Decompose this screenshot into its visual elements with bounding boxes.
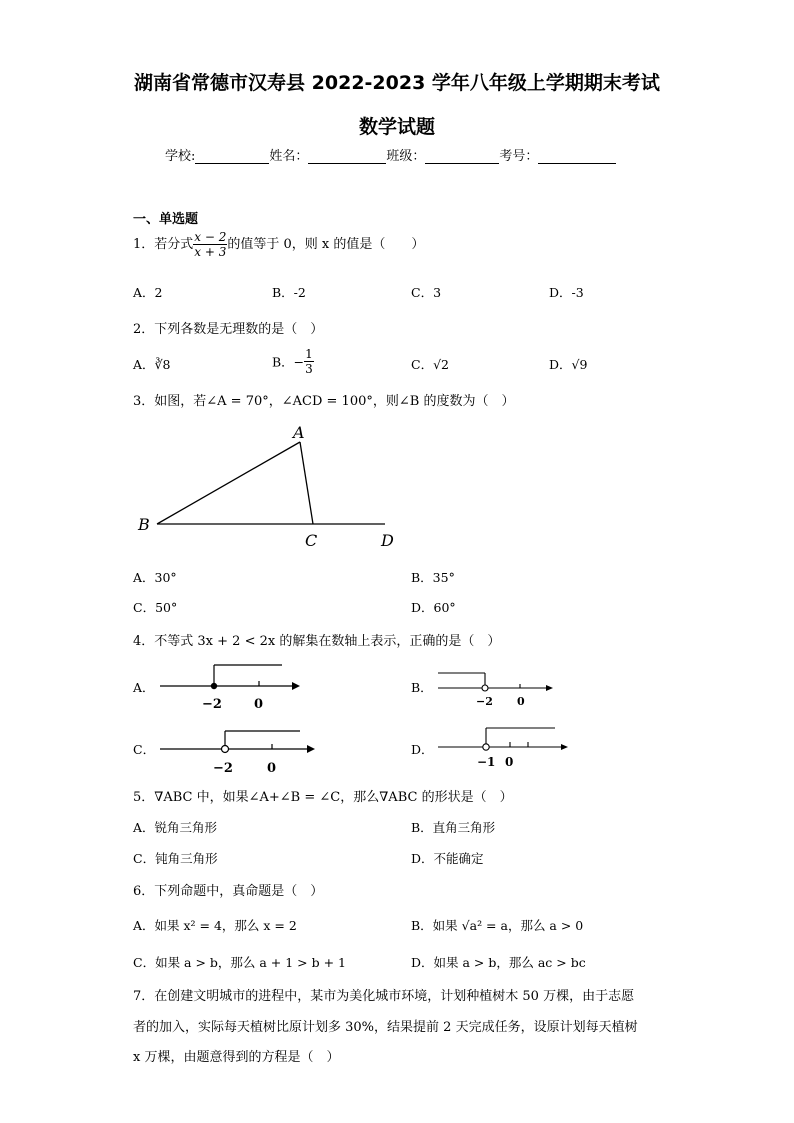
name-label: 姓名：	[269, 149, 309, 164]
q4-option-a-numberline	[155, 660, 305, 715]
point-c-label: C	[305, 531, 318, 550]
question-7-line-1: 7．在创建文明城市的进程中，某市为美化城市环境，计划种植树木 50 万棵，由于志愿	[133, 989, 635, 1004]
student-info-row	[165, 145, 616, 164]
q1-prefix: 1．若分式	[133, 237, 194, 252]
q2-b-denominator: 3	[305, 362, 313, 376]
id-label: 考号：	[499, 149, 539, 164]
q4-option-a-label[interactable]: A．	[133, 680, 155, 695]
class-label: 班级：	[386, 149, 426, 164]
q1-suffix: 的值等于 0，则 x 的值是（ ）	[227, 237, 425, 252]
q1-denominator: x + 3	[194, 245, 227, 259]
name-blank[interactable]	[308, 149, 386, 164]
q3-option-c[interactable]: C．50°	[133, 600, 178, 615]
q4-option-b-numberline	[433, 665, 558, 710]
q2-option-b-fraction	[304, 347, 314, 376]
q3-option-d[interactable]: D．60°	[411, 600, 456, 615]
q4a-tick-0: 0	[254, 697, 264, 712]
q4c-tick-neg2: −2	[213, 761, 233, 776]
q6-option-c[interactable]: C．如果 a > b，那么 a + 1 > b + 1	[133, 955, 347, 970]
q4b-tick-neg2: −2	[476, 695, 493, 708]
q4a-tick-neg2: −2	[202, 697, 222, 712]
question-1	[133, 230, 424, 259]
q5-option-c[interactable]: C．钝角三角形	[133, 851, 218, 866]
q1-option-b[interactable]: B．-2	[272, 285, 306, 300]
q4-option-b-label[interactable]: B．	[411, 680, 433, 695]
q3-option-b[interactable]: B．35°	[411, 570, 455, 585]
question-5: 5．∇ABC 中，如果∠A+∠B = ∠C，那么∇ABC 的形状是（ ）	[133, 790, 513, 805]
q4-option-c-numberline	[155, 722, 320, 777]
q2-option-c[interactable]: C．√2	[411, 357, 449, 372]
q2-b-numerator: 1	[305, 347, 313, 361]
class-blank[interactable]	[425, 149, 499, 164]
section-title: 一、单选题	[133, 212, 199, 227]
q1-fraction	[193, 230, 227, 259]
q3-option-a[interactable]: A．30°	[133, 570, 177, 585]
q4-option-d-label[interactable]: D．	[411, 742, 434, 757]
q1-option-a[interactable]: A．2	[133, 285, 163, 300]
question-4: 4．不等式 3x + 2 < 2x 的解集在数轴上表示，正确的是（ ）	[133, 634, 501, 649]
line-ab	[157, 442, 300, 524]
q4-option-d-numberline	[433, 720, 573, 772]
q4d-tick-neg1: −1	[477, 755, 496, 769]
line-ac	[300, 442, 313, 524]
q5-option-a[interactable]: A．锐角三角形	[133, 820, 218, 835]
question-3: 3．如图，若∠A = 70°，∠ACD = 100°，则∠B 的度数为（ ）	[133, 394, 515, 409]
q1-option-d[interactable]: D．-3	[549, 285, 584, 300]
q4-option-c-label[interactable]: C．	[133, 742, 156, 757]
q6-option-d[interactable]: D．如果 a > b，那么 ac > bc	[411, 955, 586, 970]
question-7-line-2: 者的加入，实际每天植树比原计划多 30%，结果提前 2 天完成任务，设原计划每天植树	[133, 1020, 638, 1035]
point-b-label: B	[138, 515, 150, 534]
point-d-label: D	[381, 531, 394, 550]
q4c-tick-0: 0	[267, 761, 277, 776]
q4d-tick-0: 0	[505, 755, 514, 769]
school-label: 学校:	[165, 149, 196, 164]
q6-option-b[interactable]: B．如果 √a² = a，那么 a > 0	[411, 918, 584, 933]
q5-option-b[interactable]: B．直角三角形	[411, 820, 496, 835]
point-a-label: A	[293, 423, 305, 442]
q2-option-d[interactable]: D．√9	[549, 357, 588, 372]
q2-option-a[interactable]: A．∛8	[133, 357, 171, 372]
q1-option-c[interactable]: C．3	[411, 285, 442, 300]
question-6: 6．下列命题中，真命题是（ ）	[133, 884, 324, 899]
q4b-tick-0: 0	[517, 695, 525, 708]
q5-option-d[interactable]: D．不能确定	[411, 851, 484, 866]
q2-option-b-label: B．−	[272, 354, 305, 370]
q6-option-a[interactable]: A．如果 x² = 4，那么 x = 2	[133, 918, 297, 933]
exam-title: 湖南省常德市汉寿县 2022-2023 学年八年级上学期期末考试	[134, 72, 660, 94]
q2-option-b[interactable]	[272, 347, 314, 376]
id-blank[interactable]	[538, 149, 616, 164]
q3-triangle-figure	[130, 420, 420, 555]
question-2: 2．下列各数是无理数的是（ ）	[133, 322, 324, 337]
q1-numerator: x − 2	[194, 230, 227, 244]
school-blank[interactable]	[195, 149, 269, 164]
question-7-line-3: x 万棵，由题意得到的方程是（ ）	[133, 1050, 340, 1065]
exam-subtitle: 数学试题	[358, 116, 435, 138]
